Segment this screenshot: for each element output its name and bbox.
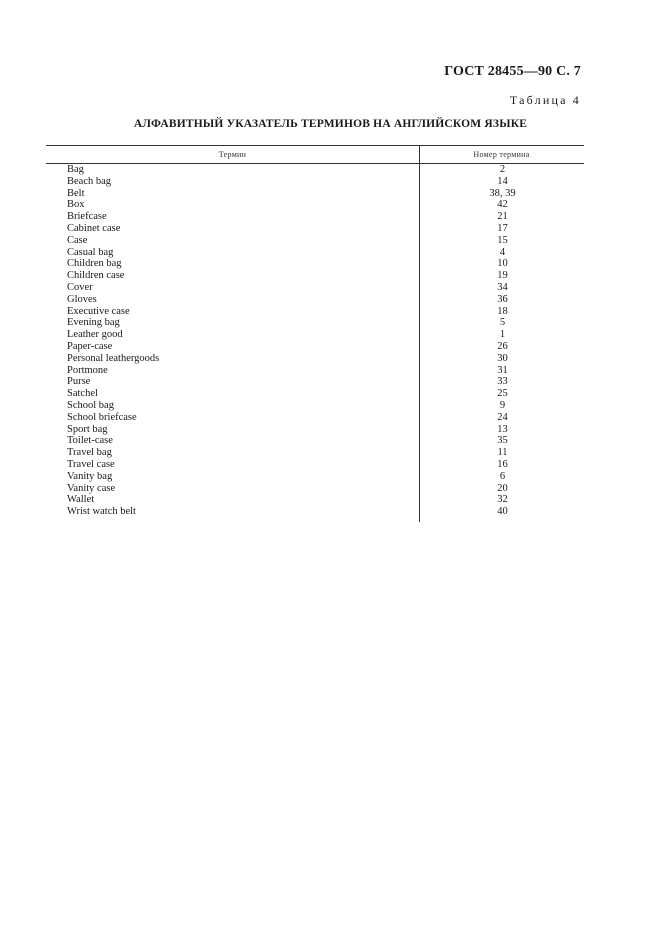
term-cell: Children bag — [67, 258, 122, 270]
table-row — [46, 282, 584, 294]
term-number-cell: 31 — [497, 364, 508, 376]
table-row — [46, 435, 584, 447]
table-row — [46, 483, 584, 495]
term-number-cell: 4 — [499, 246, 506, 258]
term-cell: Satchel — [67, 388, 98, 400]
table-row — [46, 235, 584, 247]
term-cell: Bag — [67, 164, 84, 175]
term-number-cell: 20 — [497, 482, 508, 494]
term-cell: Vanity bag — [67, 470, 113, 482]
term-cell: Sport bag — [67, 423, 108, 435]
term-cell: Box — [67, 199, 85, 211]
term-number-cell: 13 — [497, 423, 508, 435]
term-number-cell: 34 — [497, 281, 508, 293]
table-title: АЛФАВИТНЫЙ УКАЗАТЕЛЬ ТЕРМИНОВ НА АНГЛИЙСКОМ ЯЗЫКЕ — [133, 118, 528, 130]
table-row — [46, 365, 584, 377]
term-cell: Purse — [67, 376, 91, 388]
header-column-divider — [419, 146, 420, 163]
table-row — [46, 471, 584, 483]
column-header-number: Номер термина — [473, 150, 530, 159]
term-cell: Wrist watch belt — [67, 506, 136, 518]
table-row — [46, 447, 584, 459]
table-row — [46, 376, 584, 388]
term-number-cell: 18 — [497, 305, 508, 317]
table-row — [46, 459, 584, 471]
term-number-cell: 35 — [497, 435, 508, 447]
term-cell: Portmone — [67, 364, 108, 376]
term-number-cell: 15 — [497, 234, 508, 246]
term-cell: Case — [67, 234, 88, 246]
column-header-term: Термин — [218, 150, 247, 159]
term-number-cell: 5 — [499, 317, 506, 329]
table-row — [46, 223, 584, 235]
table-row — [46, 353, 584, 365]
table-row — [46, 506, 584, 518]
table-row — [46, 188, 584, 200]
term-number-cell: 33 — [497, 376, 508, 388]
term-cell: Casual bag — [67, 246, 114, 258]
table-row — [46, 258, 584, 270]
term-number-cell: 21 — [497, 211, 508, 223]
term-number-cell: 16 — [497, 458, 508, 470]
term-number-cell: 10 — [497, 258, 508, 270]
term-number-cell: 24 — [497, 411, 508, 423]
term-cell: Children case — [67, 270, 125, 282]
term-cell: Paper-case — [67, 340, 113, 352]
term-cell: Cabinet case — [67, 222, 121, 234]
term-cell: Briefcase — [67, 211, 107, 223]
table-header — [46, 146, 584, 163]
table-row — [46, 388, 584, 400]
table-row — [46, 412, 584, 424]
table-row — [46, 400, 584, 412]
term-cell: Personal leathergoods — [67, 352, 160, 364]
term-cell: Vanity case — [67, 482, 116, 494]
term-cell: Belt — [67, 187, 85, 199]
document-reference: ГОСТ 28455—90 С. 7 — [444, 64, 581, 79]
term-cell: School briefcase — [67, 411, 137, 423]
term-number-cell: 6 — [499, 470, 506, 482]
term-cell: Gloves — [67, 293, 97, 305]
term-cell: Evening bag — [67, 317, 120, 329]
term-cell: Executive case — [67, 305, 130, 317]
term-number-cell: 26 — [497, 340, 508, 352]
term-number-cell: 30 — [497, 352, 508, 364]
body-column-divider — [419, 164, 420, 522]
term-cell: School bag — [67, 399, 114, 411]
term-cell: Leather good — [67, 329, 123, 341]
term-number-cell: 19 — [497, 270, 508, 282]
term-number-cell: 9 — [499, 399, 506, 411]
term-number-cell: 36 — [497, 293, 508, 305]
table-row — [46, 329, 584, 341]
table-row — [46, 306, 584, 318]
table-row — [46, 164, 584, 176]
term-number-cell: 14 — [497, 175, 508, 187]
term-cell: Cover — [67, 281, 93, 293]
term-index-table — [46, 145, 584, 518]
term-cell: Travel case — [67, 458, 115, 470]
term-number-cell: 25 — [497, 388, 508, 400]
table-row — [46, 341, 584, 353]
table-row — [46, 494, 584, 506]
table-body — [46, 164, 584, 518]
term-number-cell: 17 — [497, 222, 508, 234]
term-cell: Wallet — [67, 494, 95, 506]
table-row — [46, 270, 584, 282]
term-number-cell: 38, 39 — [489, 187, 516, 199]
table-row — [46, 294, 584, 306]
table-label: Таблица 4 — [509, 93, 581, 107]
table-row — [46, 424, 584, 436]
term-number-cell: 2 — [499, 164, 506, 175]
term-cell: Beach bag — [67, 175, 112, 187]
term-number-cell: 32 — [497, 494, 508, 506]
table-row — [46, 247, 584, 259]
term-number-cell: 40 — [497, 506, 508, 518]
table-row — [46, 176, 584, 188]
term-number-cell: 42 — [497, 199, 508, 211]
table-row — [46, 199, 584, 211]
term-cell: Toilet-case — [67, 435, 113, 447]
table-row — [46, 317, 584, 329]
table-row — [46, 211, 584, 223]
term-cell: Travel bag — [67, 447, 112, 459]
term-number-cell: 1 — [499, 329, 506, 341]
term-number-cell: 11 — [497, 447, 508, 459]
